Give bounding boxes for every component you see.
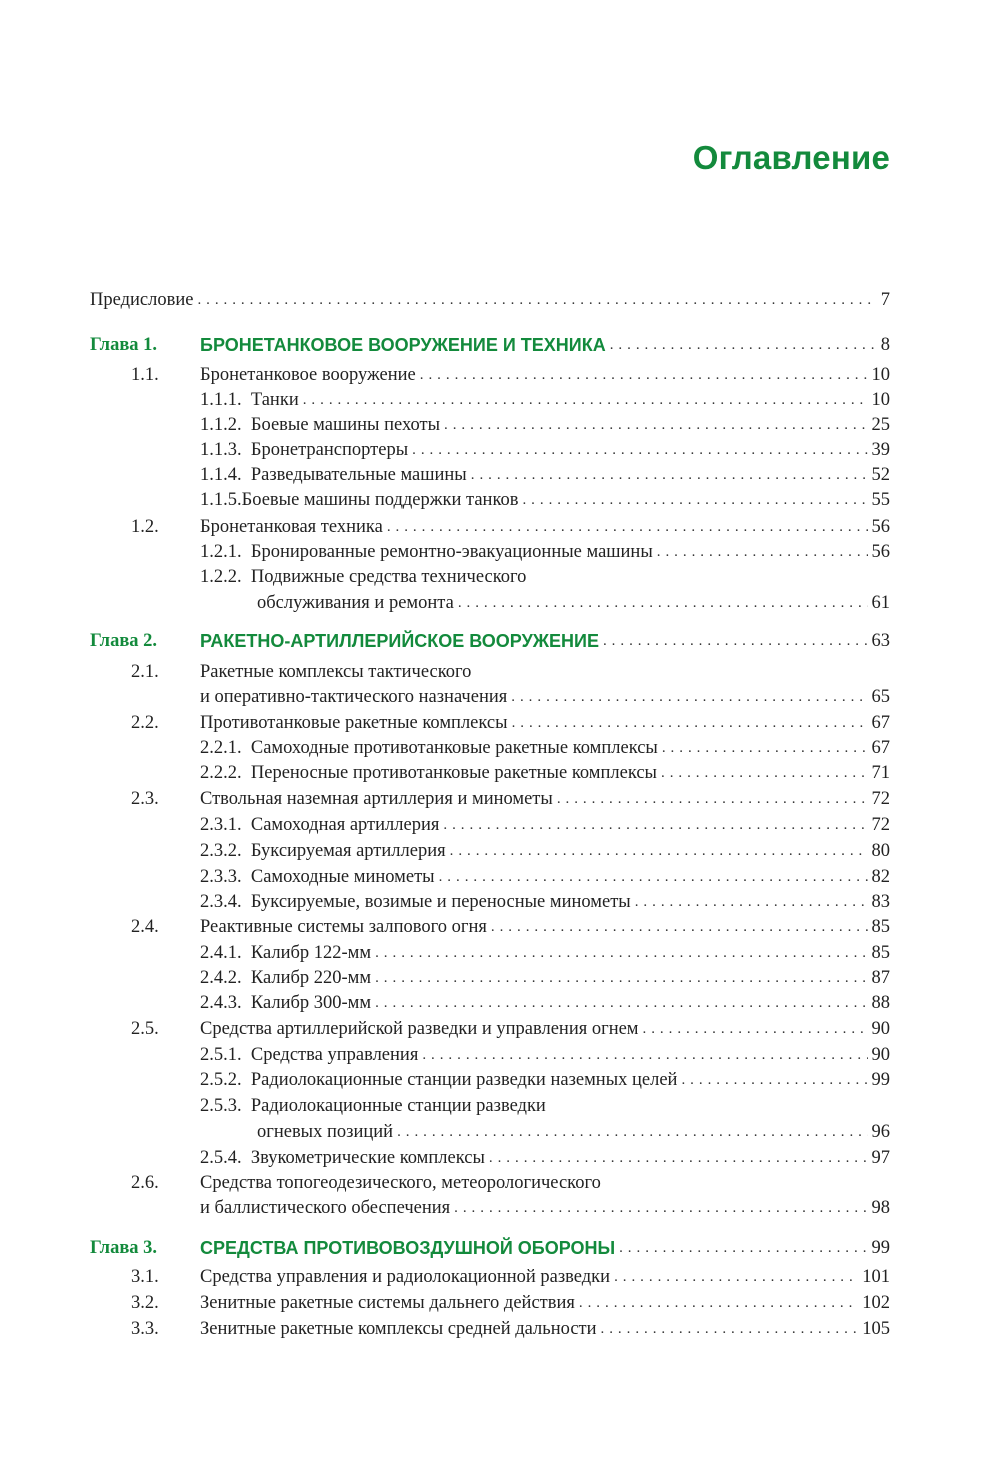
page-number: 102 — [862, 1293, 890, 1313]
dot-leader — [439, 864, 868, 890]
page-number: 87 — [871, 968, 890, 988]
entry-title: СРЕДСТВА ПРОТИВОВОЗДУШНОЙ ОБОРОНЫ — [200, 1238, 616, 1258]
toc-entry[interactable] — [200, 362, 890, 388]
toc-entry[interactable] — [200, 1145, 890, 1171]
entry-title: Зенитные ракетные системы дальнего действия — [200, 1293, 575, 1313]
dot-leader — [197, 287, 876, 313]
page-number: 61 — [871, 593, 890, 613]
dot-leader — [471, 462, 868, 488]
dot-leader — [614, 1264, 858, 1290]
dot-leader — [579, 1290, 858, 1316]
dot-leader — [601, 1316, 859, 1342]
entry-title: обслуживания и ремонта — [257, 593, 454, 613]
section-number: 2.2. — [131, 713, 159, 733]
entry-title: 2.5.4. Звукометрические комплексы — [200, 1148, 485, 1168]
toc-entry[interactable] — [200, 838, 890, 864]
entry-title: 2.4.3. Калибр 300-мм — [200, 993, 372, 1013]
page-number: 56 — [871, 542, 890, 562]
entry-title: 2.5.3. Радиолокационные станции разведки — [200, 1096, 546, 1116]
page-number: 55 — [871, 490, 890, 510]
toc-entry[interactable] — [200, 1093, 890, 1119]
entry-title: 2.4.2. Калибр 220-мм — [200, 968, 372, 988]
dot-leader — [635, 889, 868, 915]
toc-entry[interactable] — [257, 1119, 890, 1145]
page-number: 80 — [871, 841, 890, 861]
dot-leader — [662, 735, 868, 761]
toc-entry[interactable] — [200, 1016, 890, 1042]
dot-leader — [420, 362, 868, 388]
section-number: 1.1. — [131, 365, 159, 385]
section-number: 2.6. — [131, 1173, 159, 1193]
dot-leader — [397, 1119, 867, 1145]
toc-entry[interactable] — [200, 437, 890, 463]
entry-title: 1.1.4. Разведывательные машины — [200, 465, 467, 485]
entry-title: и баллистического обеспечения — [200, 1198, 451, 1218]
entry-title: Ракетные комплексы тактического — [200, 662, 472, 682]
section-number: 2.4. — [131, 917, 159, 937]
dot-leader — [657, 539, 868, 565]
page-number: 88 — [871, 993, 890, 1013]
page-number: 90 — [871, 1019, 890, 1039]
entry-title: Бронетанковая техника — [200, 517, 383, 537]
page-title: Оглавление — [692, 139, 890, 176]
page-number: 99 — [871, 1070, 890, 1090]
toc-entry[interactable] — [200, 1290, 890, 1316]
dot-leader — [412, 437, 867, 463]
entry-title: Зенитные ракетные комплексы средней дальности — [200, 1319, 597, 1339]
dot-leader — [458, 590, 868, 616]
dot-leader — [512, 710, 868, 736]
toc-entry[interactable] — [200, 514, 890, 540]
toc-entry[interactable] — [200, 864, 890, 890]
page-number: 56 — [871, 517, 890, 537]
toc-entry[interactable] — [200, 940, 890, 966]
page-number: 39 — [871, 440, 890, 460]
dot-leader — [491, 914, 868, 940]
chapter-number: Глава 1. — [90, 335, 158, 355]
toc-entry[interactable] — [90, 287, 890, 313]
entry-title: 1.1.2. Боевые машины пехоты — [200, 415, 441, 435]
toc-chapter-entry[interactable] — [200, 332, 890, 358]
section-number: 2.1. — [131, 662, 159, 682]
page-number: 98 — [871, 1198, 890, 1218]
page-number: 52 — [871, 465, 890, 485]
page-number: 72 — [871, 789, 890, 809]
dot-leader — [661, 760, 868, 786]
page-number: 8 — [880, 335, 890, 355]
dot-leader — [375, 940, 867, 966]
page-number: 7 — [880, 290, 890, 310]
entry-title: 2.3.4. Буксируемые, возимые и переносные минометы — [200, 892, 631, 912]
entry-title: 2.2.2. Переносные противотанковые ракетные комплексы — [200, 763, 657, 783]
entry-title: 1.1.1. Танки — [200, 390, 299, 410]
toc-chapter-entry[interactable] — [200, 1235, 890, 1261]
page-number: 25 — [871, 415, 890, 435]
entry-title: 2.4.1. Калибр 122-мм — [200, 943, 372, 963]
entry-title: Ствольная наземная артиллерия и минометы — [200, 789, 553, 809]
dot-leader — [522, 487, 867, 513]
entry-title: Средства управления и радиолокационной разведки — [200, 1267, 611, 1287]
dot-leader — [387, 514, 868, 540]
toc-entry[interactable] — [257, 590, 890, 616]
entry-title: 2.3.2. Буксируемая артиллерия — [200, 841, 446, 861]
dot-leader — [375, 990, 867, 1016]
page-number: 71 — [871, 763, 890, 783]
chapter-number: Глава 2. — [90, 631, 158, 651]
entry-title: и оперативно-тактического назначения — [200, 687, 508, 707]
dot-leader — [603, 628, 868, 654]
entry-title: Бронетанковое вооружение — [200, 365, 416, 385]
page-number: 85 — [871, 943, 890, 963]
toc-entry[interactable] — [200, 462, 890, 488]
dot-leader — [422, 1042, 867, 1068]
entry-title: 2.5.2. Радиолокационные станции разведки наземных целей — [200, 1070, 678, 1090]
toc-entry[interactable] — [200, 710, 890, 736]
page-number: 10 — [871, 365, 890, 385]
dot-leader — [443, 812, 867, 838]
page-number: 96 — [871, 1122, 890, 1142]
section-number: 2.5. — [131, 1019, 159, 1039]
page-number: 83 — [871, 892, 890, 912]
entry-title: 1.2.2. Подвижные средства технического — [200, 567, 527, 587]
dot-leader — [643, 1016, 868, 1042]
page-number: 67 — [871, 713, 890, 733]
page-number: 101 — [862, 1267, 890, 1287]
toc-entry[interactable] — [200, 1195, 890, 1221]
section-number: 3.2. — [131, 1293, 159, 1313]
entry-title: 2.3.1. Самоходная артиллерия — [200, 815, 440, 835]
chapter-number: Глава 3. — [90, 1238, 158, 1258]
entry-title: 2.5.1. Средства управления — [200, 1045, 419, 1065]
toc-entry[interactable] — [200, 735, 890, 761]
toc-entry[interactable] — [200, 564, 890, 590]
toc-entry[interactable] — [200, 786, 890, 812]
toc-entry[interactable] — [200, 1067, 890, 1093]
toc-entry[interactable] — [200, 684, 890, 710]
dot-leader — [489, 1145, 868, 1171]
page-number: 90 — [871, 1045, 890, 1065]
entry-title: БРОНЕТАНКОВОЕ ВООРУЖЕНИЕ И ТЕХНИКА — [200, 335, 606, 355]
section-number: 1.2. — [131, 517, 159, 537]
page-number: 10 — [871, 390, 890, 410]
dot-leader — [375, 965, 867, 991]
toc-entry[interactable] — [200, 760, 890, 786]
section-number: 3.3. — [131, 1319, 159, 1339]
page-number: 67 — [871, 738, 890, 758]
page-number: 105 — [862, 1319, 890, 1339]
entry-title: Противотанковые ракетные комплексы — [200, 713, 508, 733]
toc-entry[interactable] — [200, 487, 890, 513]
entry-title: Средства топогеодезического, метеорологического — [200, 1173, 601, 1193]
entry-title: 1.1.5.Боевые машины поддержки танков — [200, 490, 519, 510]
toc-entry[interactable] — [200, 1170, 890, 1196]
toc-entry[interactable] — [200, 412, 890, 438]
dot-leader — [610, 332, 877, 358]
toc-entry[interactable] — [200, 659, 890, 685]
toc-entry[interactable] — [200, 1264, 890, 1290]
page-number: 82 — [871, 867, 890, 887]
dot-leader — [681, 1067, 867, 1093]
page-number: 65 — [871, 687, 890, 707]
entry-title: РАКЕТНО-АРТИЛЛЕРИЙСКОЕ ВООРУЖЕНИЕ — [200, 631, 599, 651]
dot-leader — [557, 786, 868, 812]
entry-title: 2.3.3. Самоходные минометы — [200, 867, 435, 887]
entry-title: Реактивные системы залпового огня — [200, 917, 487, 937]
page-number: 72 — [871, 815, 890, 835]
page-number: 97 — [871, 1148, 890, 1168]
dot-leader — [454, 1195, 867, 1221]
section-number: 2.3. — [131, 789, 159, 809]
entry-title: 1.1.3. Бронетранспортеры — [200, 440, 409, 460]
entry-title: Средства артиллерийской разведки и управления огнем — [200, 1019, 639, 1039]
toc-entry[interactable] — [200, 889, 890, 915]
toc-entry[interactable] — [200, 1042, 890, 1068]
toc-chapter-entry[interactable] — [200, 628, 890, 654]
dot-leader — [303, 387, 868, 413]
toc-entry[interactable] — [200, 539, 890, 565]
page-number: 85 — [871, 917, 890, 937]
entry-title: огневых позиций — [257, 1122, 394, 1142]
toc-entry[interactable] — [200, 990, 890, 1016]
dot-leader — [619, 1235, 867, 1261]
toc-entry[interactable] — [200, 965, 890, 991]
dot-leader — [444, 412, 867, 438]
dot-leader — [450, 838, 868, 864]
toc-entry[interactable] — [200, 1316, 890, 1342]
entry-title: Предисловие — [90, 290, 194, 310]
section-number: 3.1. — [131, 1267, 159, 1287]
entry-title: 1.2.1. Бронированные ремонтно-эвакуационные машины — [200, 542, 653, 562]
toc-entry[interactable] — [200, 914, 890, 940]
dot-leader — [511, 684, 867, 710]
toc-entry[interactable] — [200, 812, 890, 838]
page-number: 63 — [871, 631, 890, 651]
page-number: 99 — [871, 1238, 890, 1258]
toc-entry[interactable] — [200, 387, 890, 413]
entry-title: 2.2.1. Самоходные противотанковые ракетные комплексы — [200, 738, 658, 758]
